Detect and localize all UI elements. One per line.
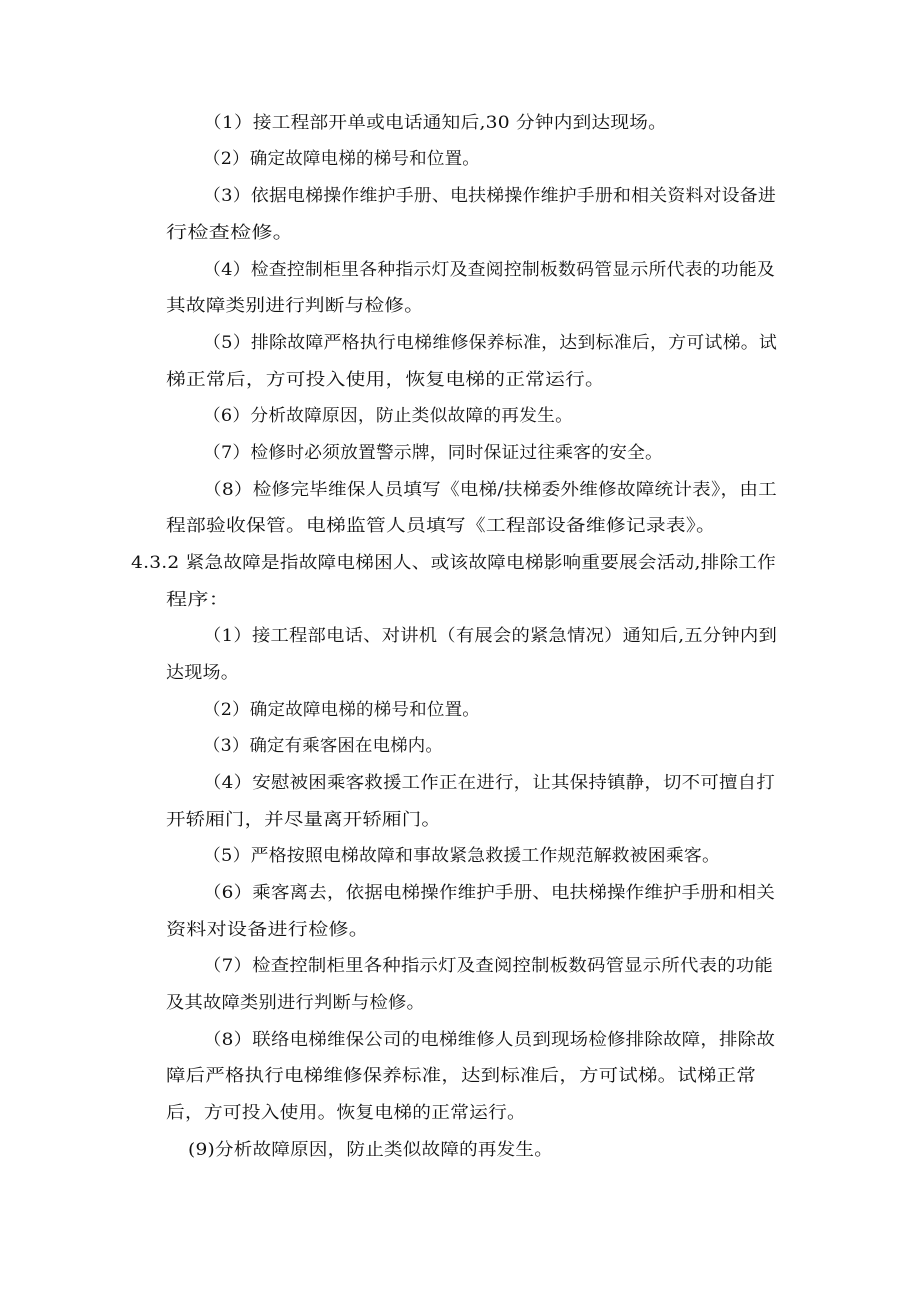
text-line: 资料对设备进行检修。 xyxy=(166,920,369,940)
text-line: （7）检修时必须放置警示牌，同时保证过往乘客的安全。 xyxy=(203,443,663,463)
section-heading-4-3-2: 4.3.2 紧急故障是指故障电梯困人、或该故障电梯影响重要展会活动,排除工作 xyxy=(131,553,776,573)
text-line: （2）确定故障电梯的梯号和位置。 xyxy=(203,149,480,169)
text-line: （6）乘客离去，依据电梯操作维护手册、电扶梯操作维护手册和相关 xyxy=(203,883,775,903)
text-line: （1）接工程部电话、对讲机（有展会的紧急情况）通知后,五分钟内到 xyxy=(203,626,777,646)
text-line: 达现场。 xyxy=(166,663,239,683)
text-line: （2）确定故障电梯的梯号和位置。 xyxy=(203,700,480,720)
text-line: 开轿厢门，并尽量离开轿厢门。 xyxy=(166,810,441,830)
text-line: （3）依据电梯操作维护手册、电扶梯操作维护手册和相关资料对设备进 xyxy=(203,186,776,206)
text-line: （8）检修完毕维保人员填写《电梯/扶梯委外维修故障统计表》，由工 xyxy=(203,480,777,500)
text-line: （8）联络电梯维保公司的电梯维修人员到现场检修排除故障，排除故 xyxy=(203,1030,775,1050)
text-line: （4）检查控制柜里各种指示灯及查阅控制板数码管显示所代表的功能及 xyxy=(203,260,775,280)
text-line: (9)分析故障原因，防止类似故障的再发生。 xyxy=(188,1140,553,1160)
text-line: 后，方可投入使用。恢复电梯的正常运行。 xyxy=(166,1103,526,1123)
text-line: （4）安慰被困乘客救援工作正在进行，让其保持镇静，切不可擅自打 xyxy=(203,773,775,793)
text-line: 及其故障类别进行判断与检修。 xyxy=(166,993,425,1013)
text-line: 程序： xyxy=(166,590,230,610)
text-line: （6）分析故障原因，防止类似故障的再发生。 xyxy=(203,406,573,426)
text-line: （7）检查控制柜里各种指示灯及查阅控制板数码管显示所代表的功能 xyxy=(203,956,773,976)
text-line: （1）接工程部开单或电话通知后,30 分钟内到达现场。 xyxy=(203,113,667,133)
text-line: 梯正常后，方可投入使用，恢复电梯的正常运行。 xyxy=(166,370,605,390)
text-line: 其故障类别进行判断与检修。 xyxy=(166,296,424,316)
text-line: （5）排除故障严格执行电梯维修保养标准，达到标准后，方可试梯。试 xyxy=(203,333,777,353)
text-line: 程部验收保管。电梯监管人员填写《工程部设备维修记录表》。 xyxy=(166,516,716,536)
text-line: 障后严格执行电梯维修保养标准，达到标准后，方可试梯。试梯正常 xyxy=(166,1066,756,1086)
text-line: 行检查检修。 xyxy=(166,223,294,243)
text-line: （3）确定有乘客困在电梯内。 xyxy=(203,736,443,756)
text-line: （5）严格按照电梯故障和事故紧急救援工作规范解救被困乘客。 xyxy=(203,846,720,866)
